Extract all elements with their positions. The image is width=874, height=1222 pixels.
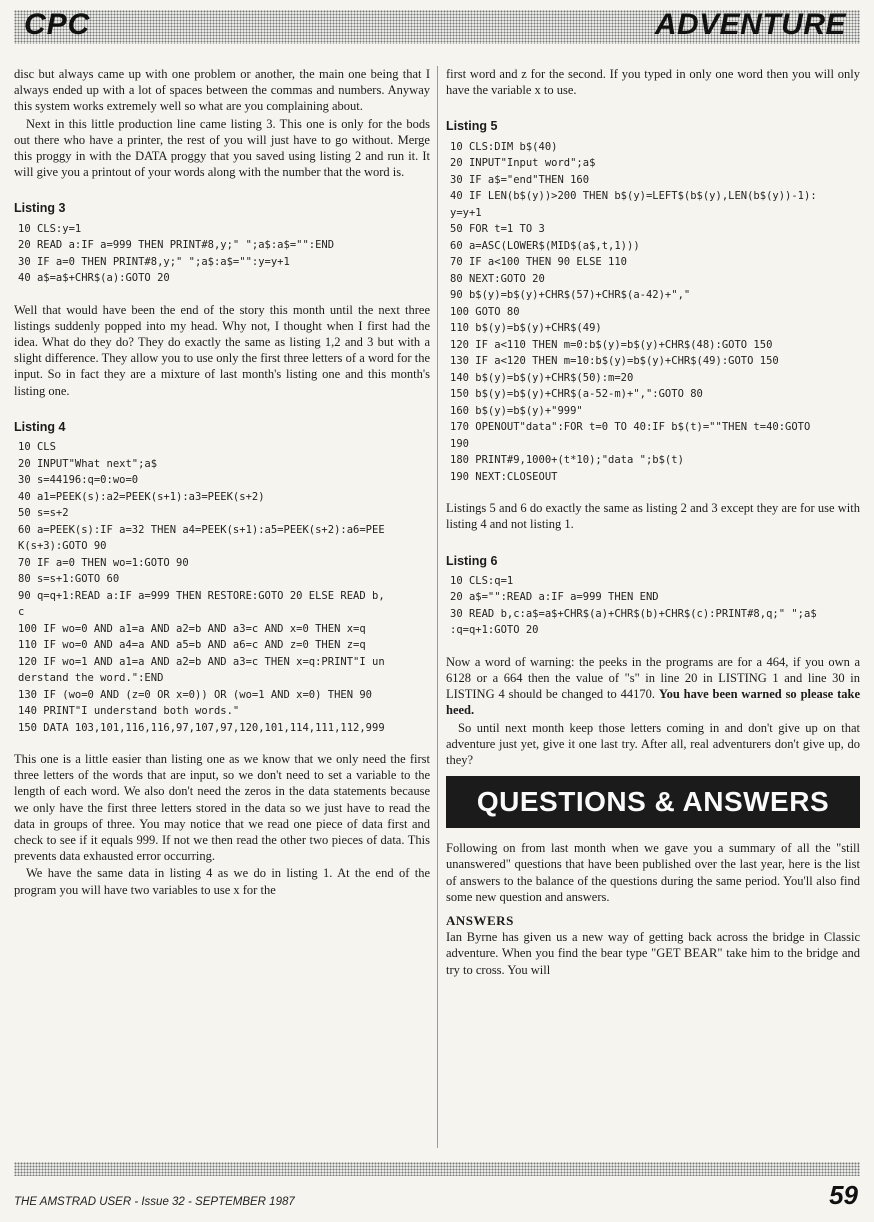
- code-line: 70 IF a<100 THEN 90 ELSE 110: [450, 256, 628, 269]
- warning-emphasis: You have been warned so please take heed.: [446, 687, 860, 718]
- code-line: 120 IF wo=1 AND a1=a AND a2=b AND a3=c THEN x=q:PRINT"I un: [18, 655, 385, 668]
- code-line: 30 s=44196:q=0:wo=0: [18, 474, 139, 487]
- listing-5-code: [446, 139, 860, 486]
- code-line: 10 CLS:y=1: [18, 222, 82, 235]
- listing-6-code: [446, 573, 860, 639]
- listing-5-heading: Listing 5: [446, 119, 498, 134]
- code-line: 90 q=q+1:READ a:IF a=999 THEN RESTORE:GOTO 20 ELSE READ b,: [18, 589, 385, 602]
- code-line: 150 DATA 103,101,116,116,97,107,97,120,101,114,111,112,999: [18, 721, 385, 734]
- listing-6-heading: Listing 6: [446, 553, 498, 568]
- code-line: 150 b$(y)=b$(y)+CHR$(a-52-m)+",":GOTO 80: [450, 388, 703, 401]
- code-line: 140 b$(y)=b$(y)+CHR$(50):m=20: [450, 371, 634, 384]
- paragraph: Following on from last month when we gave you a summary of all the "still unanswered" questions that have been published over the last year, here is the list of answers to the balance of the questions during the same period. You'll also find some new question and answers.: [446, 841, 860, 904]
- paragraph: Ian Byrne has given us a new way of getting back across the bridge in Classic adventure. When you find the bear type "GET BEAR" take him to the bridge and try to cross. You will: [446, 930, 860, 977]
- warning-text: Now a word of warning: the peeks in the programs are for a 464, if you own a 6128 or a 664 then the value of "s" in line 20 in LISTING 1 and line 30 in LISTING 4 should be changed to 44170.: [446, 654, 860, 702]
- listing-3-code: [14, 221, 430, 287]
- code-line: 30 READ b,c:a$=a$+CHR$(a)+CHR$(b)+CHR$(c):PRINT#8,q;" ";a$: [450, 607, 817, 620]
- code-line: 10 CLS:q=1: [450, 574, 514, 587]
- code-line: c: [18, 606, 25, 619]
- code-line: 60 a=ASC(LOWER$(MID$(a$,t,1))): [450, 239, 640, 252]
- footer-issue-line: THE AMSTRAD USER - Issue 32 - SEPTEMBER 1987: [14, 1196, 295, 1208]
- code-line: 40 a$=a$+CHR$(a):GOTO 20: [18, 272, 170, 285]
- code-line: 110 b$(y)=b$(y)+CHR$(49): [450, 322, 602, 335]
- code-line: derstand the word.":END: [18, 672, 164, 685]
- code-line: 40 IF LEN(b$(y))>200 THEN b$(y)=LEFT$(b$(y),LEN(b$(y))-1):: [450, 190, 817, 203]
- listing-3-heading: Listing 3: [14, 201, 66, 216]
- code-line: 130 IF a<120 THEN m=10:b$(y)=b$(y)+CHR$(49):GOTO 150: [450, 355, 779, 368]
- listing-4-heading: Listing 4: [14, 419, 66, 434]
- paragraph: disc but always came up with one problem or another, the main one being that I always ended up with a lot of spaces between the commas and numbers. Anyway this system works extremely well so what are you complaining about.: [14, 67, 430, 114]
- code-line: 130 IF (wo=0 AND (z=0 OR x=0)) OR (wo=1 AND x=0) THEN 90: [18, 688, 373, 701]
- code-line: 30 IF a$="end"THEN 160: [450, 173, 590, 186]
- section-label-cpc: CPC: [24, 8, 91, 41]
- code-line: K(s+3):GOTO 90: [18, 540, 107, 553]
- answers-heading: ANSWERS: [446, 912, 514, 928]
- code-line: 20 READ a:IF a=999 THEN PRINT#8,y;" ";a$:a$="":END: [18, 239, 335, 252]
- paragraph: So until next month keep those letters coming in and don't give up on that adventure just yet, give it one last try. After all, real adventurers don't give up, do they?: [446, 720, 860, 767]
- code-line: 80 NEXT:GOTO 20: [450, 272, 545, 285]
- code-line: :q=q+1:GOTO 20: [450, 624, 539, 637]
- code-line: 80 s=s+1:GOTO 60: [18, 573, 120, 586]
- paragraph: This one is a little easier than listing one as we know that we only need the first three letters of the words that are input, so we don't need to set a variable to the length of each word. We also don't need the zeros in the data statements because we only have the first three letters stored in the data so we just have to read the data in groups of three. You may notice that we read one piece of data first and check to see if it equals 999. If not we then read the other two pieces of data. This prevents data exhausted error occurring.: [14, 752, 430, 864]
- code-line: 20 INPUT"What next";a$: [18, 457, 158, 470]
- warning-paragraph: [446, 654, 860, 719]
- code-line: 180 PRINT#9,1000+(t*10);"data ";b$(t): [450, 454, 684, 467]
- listing-4-code: [14, 439, 430, 736]
- questions-answers-banner: QUESTIONS & ANSWERS: [446, 776, 860, 828]
- paragraph: Listings 5 and 6 do exactly the same as listing 2 and 3 except they are for use with listing 4 and not listing 1.: [446, 501, 860, 532]
- column-divider: [437, 66, 438, 1148]
- code-line: 10 CLS: [18, 441, 56, 454]
- code-line: 70 IF a=0 THEN wo=1:GOTO 90: [18, 556, 189, 569]
- code-line: 190 NEXT:CLOSEOUT: [450, 470, 558, 483]
- code-line: 100 IF wo=0 AND a1=a AND a2=b AND a3=c AND x=0 THEN x=q: [18, 622, 366, 635]
- code-line: 30 IF a=0 THEN PRINT#8,y;" ";a$:a$="":y=y+1: [18, 255, 290, 268]
- code-line: 50 s=s+2: [18, 507, 69, 520]
- paragraph: We have the same data in listing 4 as we do in listing 1. At the end of the program you will have two variables to use x for the: [14, 866, 430, 897]
- code-line: 120 IF a<110 THEN m=0:b$(y)=b$(y)+CHR$(48):GOTO 150: [450, 338, 773, 351]
- page-number: 59: [829, 1180, 858, 1210]
- code-line: 20 INPUT"Input word";a$: [450, 157, 596, 170]
- code-line: 110 IF wo=0 AND a4=a AND a5=b AND a6=c AND z=0 THEN z=q: [18, 639, 366, 652]
- code-line: 20 a$="":READ a:IF a=999 THEN END: [450, 591, 659, 604]
- paragraph: Next in this little production line came listing 3. This one is only for the bods out there who have a printer, the rest of you will just have to go without. Merge this proggy in with the DATA proggy that you saved using listing 2 and run it. It will give you a printout of your words along with the number that the word is.: [14, 116, 430, 180]
- code-line: 90 b$(y)=b$(y)+CHR$(57)+CHR$(a-42)+",": [450, 289, 691, 302]
- paragraph: Well that would have been the end of the story this month until the next three listings suddenly popped into my head. Why not, I thought when I first had the idea. What do they do? They do exactly the same as listing 1,2 and 3 but with a slight difference. They allow you to use only the first three letters of a word for the input. So in fact they are a mixture of last month's listing one and this month's listing one.: [14, 302, 430, 398]
- code-line: 10 CLS:DIM b$(40): [450, 140, 558, 153]
- code-line: 40 a1=PEEK(s):a2=PEEK(s+1):a3=PEEK(s+2): [18, 490, 265, 503]
- code-line: 140 PRINT"I understand both words.": [18, 705, 240, 718]
- code-line: 190: [450, 437, 469, 450]
- code-line: 100 GOTO 80: [450, 305, 520, 318]
- code-line: y=y+1: [450, 206, 482, 219]
- footer-band: [14, 1162, 860, 1176]
- code-line: 170 OPENOUT"data":FOR t=0 TO 40:IF b$(t)=""THEN t=40:GOTO: [450, 421, 811, 434]
- section-label-adventure: ADVENTURE: [654, 8, 846, 41]
- right-column: [446, 66, 860, 979]
- left-column: [14, 66, 430, 899]
- code-line: 160 b$(y)=b$(y)+"999": [450, 404, 583, 417]
- code-line: 60 a=PEEK(s):IF a=32 THEN a4=PEEK(s+1):a5=PEEK(s+2):a6=PEE: [18, 523, 385, 536]
- paragraph: first word and z for the second. If you typed in only one word then you will only have the variable x to use.: [446, 67, 860, 98]
- code-line: 50 FOR t=1 TO 3: [450, 223, 545, 236]
